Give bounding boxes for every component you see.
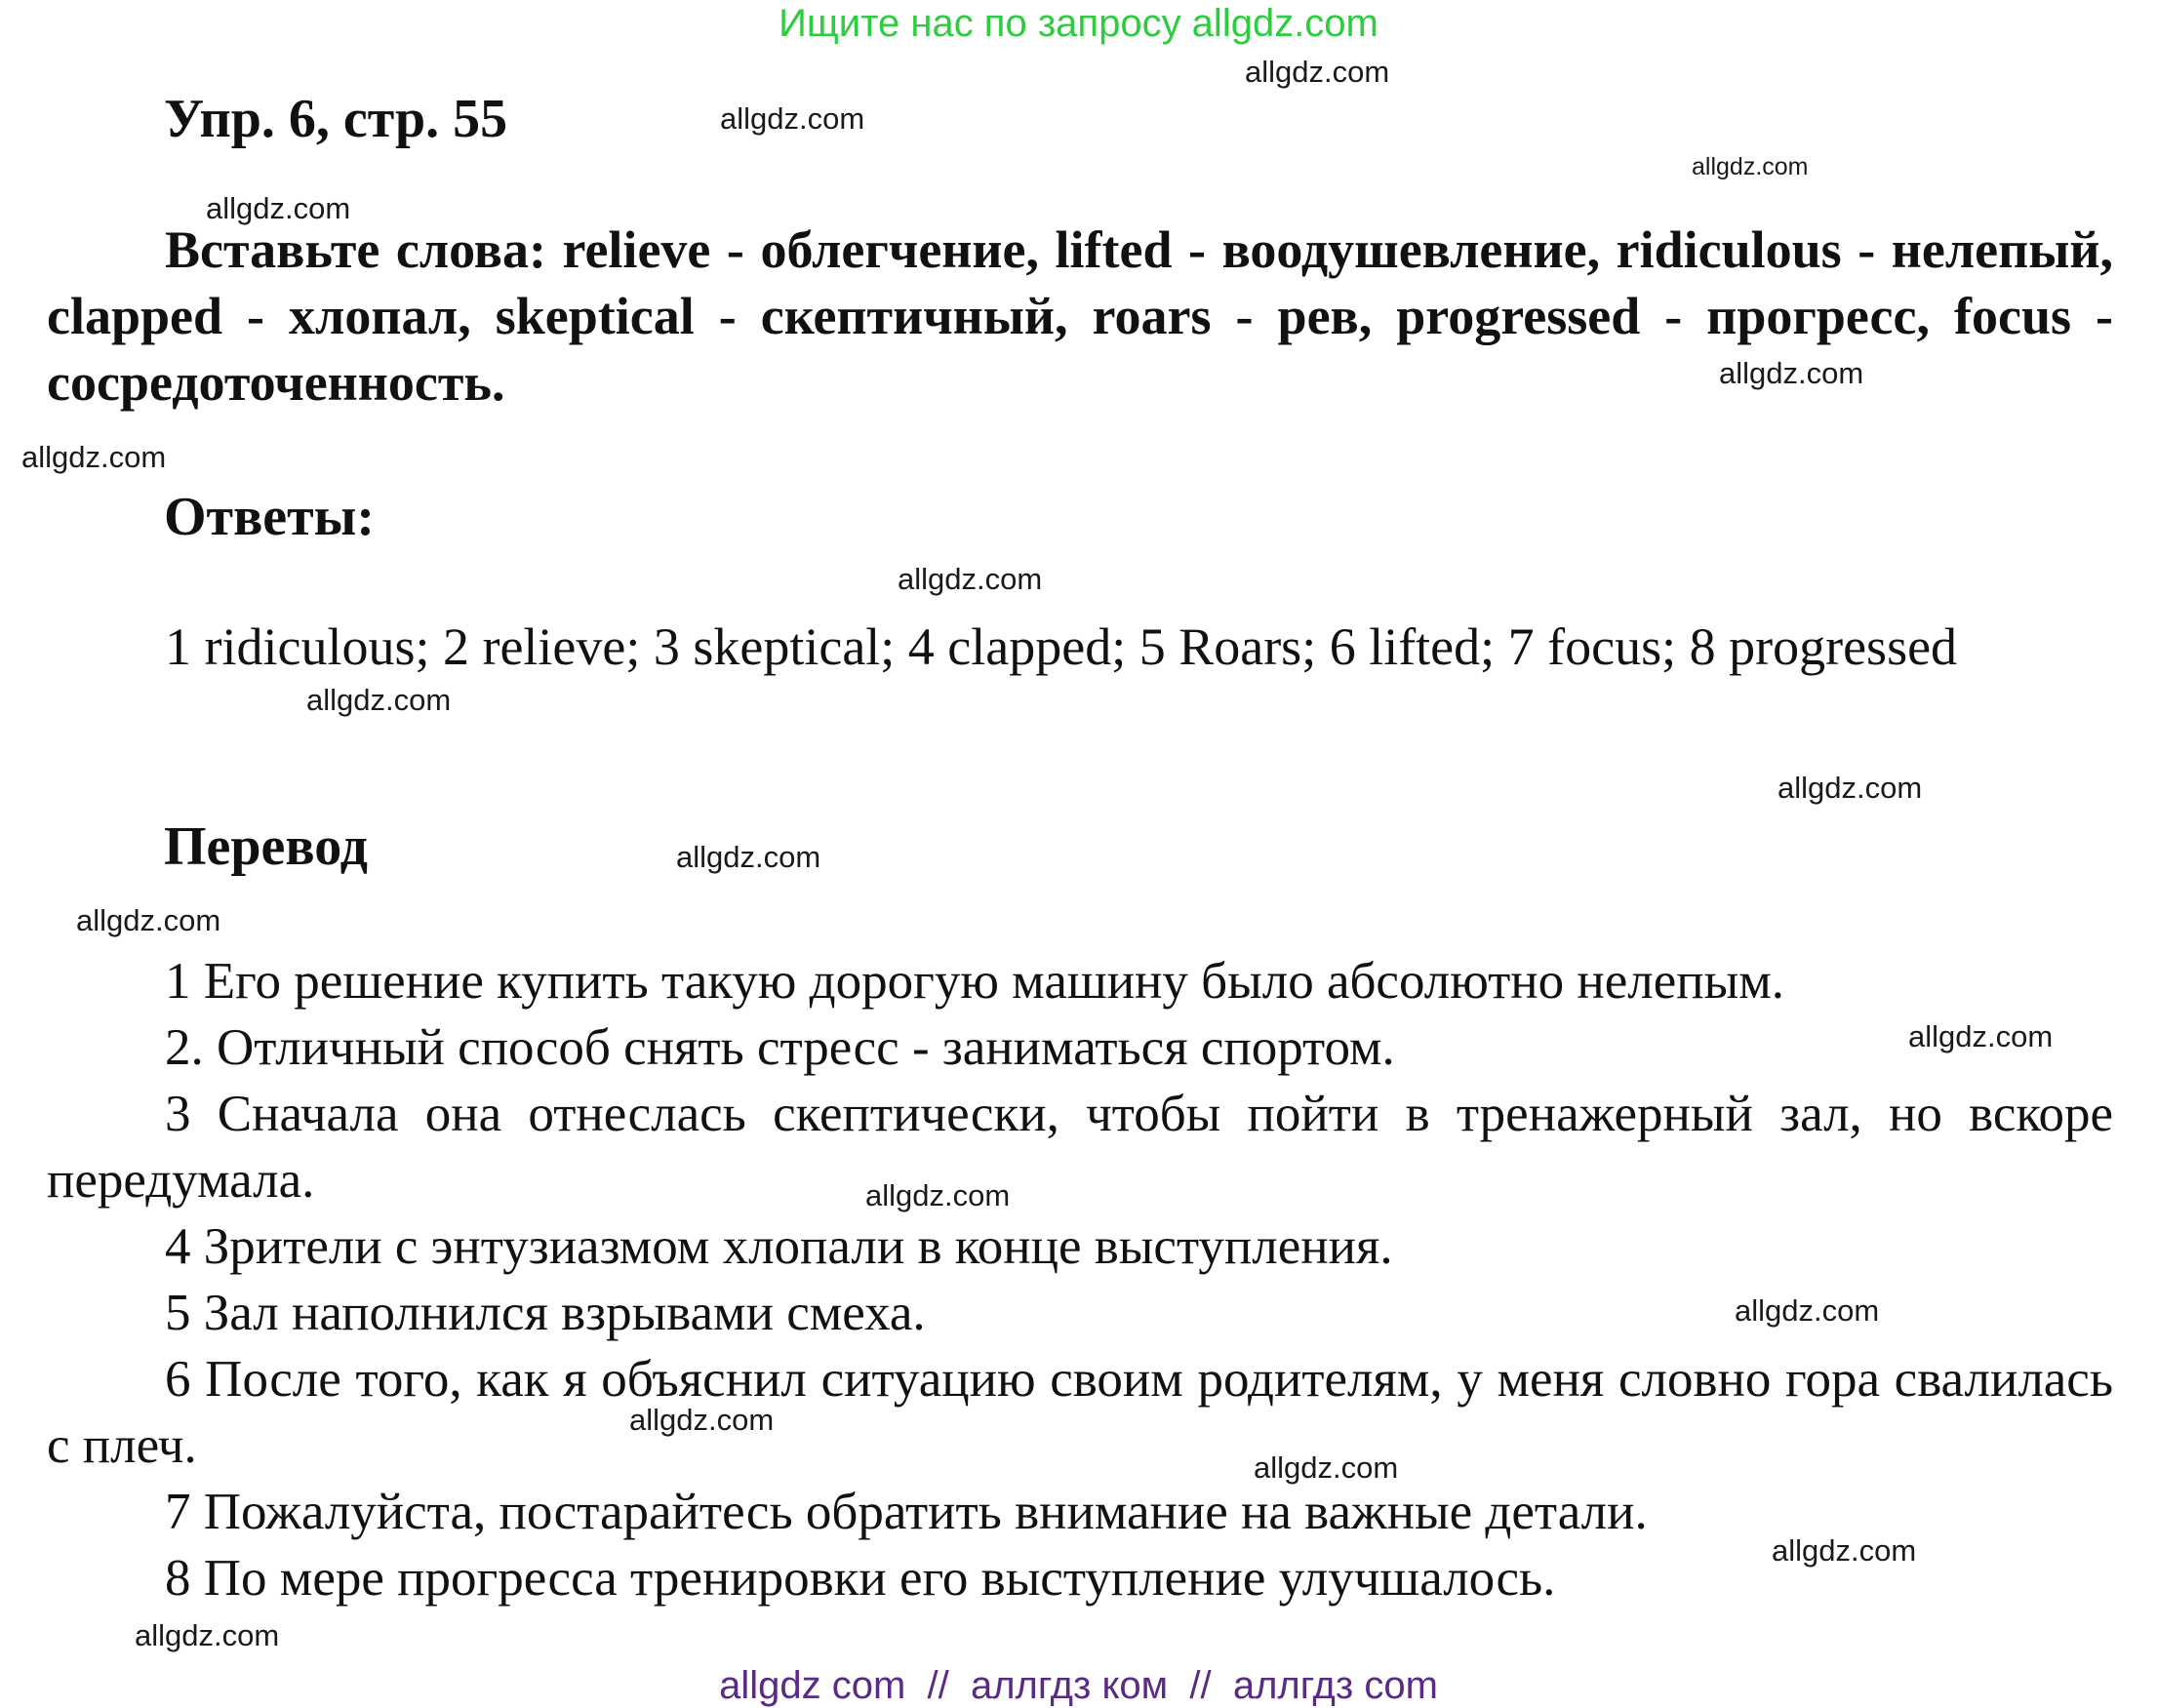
- translation-heading: Перевод: [164, 816, 368, 877]
- watermark: allgdz.com: [206, 191, 351, 225]
- exercise-title: Упр. 6, стр. 55: [164, 89, 508, 149]
- translation-line-8: 8 По мере прогресса тренировки его выступление улучшалось.: [165, 1550, 1556, 1607]
- watermark: allgdz.com: [1735, 1293, 1880, 1328]
- watermark: allgdz.com: [1245, 55, 1390, 89]
- watermark: allgdz.com: [1772, 1533, 1917, 1568]
- watermark: allgdz.com: [76, 903, 221, 937]
- translation-line-7: 7 Пожалуйста, постарайтесь обратить внимание на важные детали.: [165, 1484, 1648, 1540]
- task-text: Вставьте слова: relieve - облегчение, lifted - воодушевление, ridiculous - нелепый, clapped - хлопал, skeptical - скептичный, roars - рев, progressed - прогресс, focus - сосредоточенность.: [47, 220, 2113, 412]
- watermark: allgdz.com: [1908, 1019, 2054, 1053]
- translation-line-3: 3 Сначала она отнеслась скептически, чтобы пойти в тренажерный зал, но вскоре передумала.: [47, 1086, 2113, 1209]
- watermark: allgdz.com: [898, 562, 1043, 596]
- watermark: allgdz.com: [865, 1178, 1011, 1212]
- footer-links: allgdz com // аллгдз ком // аллгдз com: [719, 1664, 1438, 1707]
- answers-heading: Ответы:: [164, 487, 376, 547]
- watermark: allgdz.com: [1719, 356, 1864, 390]
- watermark: allgdz.com: [676, 840, 821, 874]
- watermark: allgdz.com: [720, 101, 865, 136]
- translation-line-2: 2. Отличный способ снять стресс - заниматься спортом.: [165, 1019, 1395, 1076]
- watermark: allgdz.com: [629, 1403, 775, 1437]
- watermark: allgdz.com: [1254, 1450, 1399, 1485]
- watermark: allgdz.com: [1778, 771, 1923, 805]
- top-banner: Ищите нас по запросу allgdz.com: [779, 2, 1378, 45]
- watermark: allgdz.com: [306, 683, 452, 717]
- watermark: allgdz.com: [1692, 153, 1809, 180]
- watermark: allgdz.com: [135, 1618, 280, 1652]
- answers-text: 1 ridiculous; 2 relieve; 3 skeptical; 4 clapped; 5 Roars; 6 lifted; 7 focus; 8 progressed: [165, 617, 1958, 676]
- translation-line-1: 1 Его решение купить такую дорогую машину было абсолютно нелепым.: [165, 953, 1785, 1010]
- translation-line-4: 4 Зрители с энтузиазмом хлопали в конце выступления.: [165, 1218, 1393, 1275]
- translation-line-6: 6 После того, как я объяснил ситуацию своим родителям, у меня словно гора свалилась с плеч.: [47, 1351, 2113, 1474]
- translation-list: [47, 948, 2113, 1611]
- watermark: allgdz.com: [21, 440, 167, 474]
- translation-line-5: 5 Зал наполнился взрывами смеха.: [165, 1285, 926, 1341]
